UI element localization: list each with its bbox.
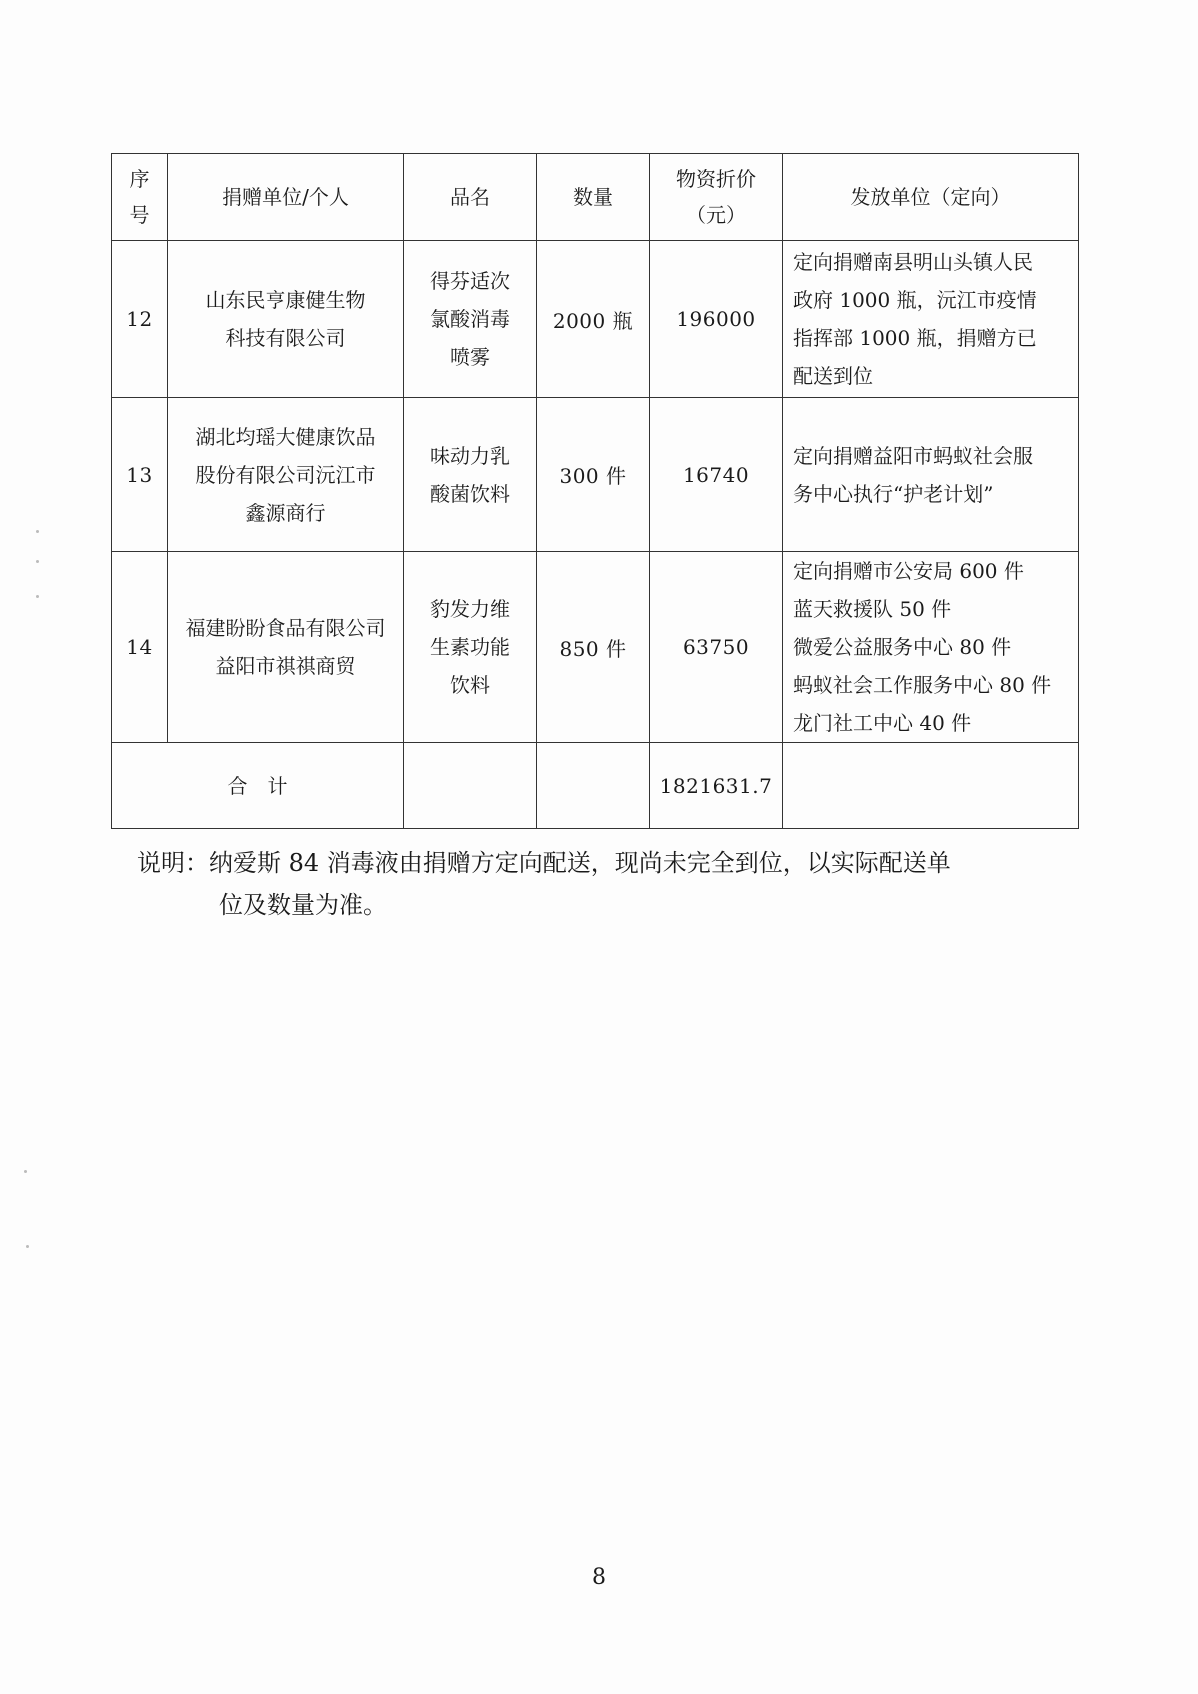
header-seq: 序 号 — [112, 154, 168, 241]
row-value: 16740 — [650, 398, 783, 552]
header-recipient: 发放单位（定向） — [783, 154, 1079, 241]
explanatory-note — [137, 842, 1077, 926]
row-donor: 山东民亨康健生物 科技有限公司 — [168, 241, 404, 398]
table-header-row — [112, 154, 1079, 241]
row-seq: 14 — [112, 552, 168, 743]
row-recipient: 定向捐赠南县明山头镇人民 政府 1000 瓶，沅江市疫情 指挥部 1000 瓶，捐赠方已 配送到位 — [783, 241, 1079, 398]
table-row — [112, 241, 1079, 398]
row-quantity: 300 件 — [537, 398, 650, 552]
scan-artifact — [36, 560, 39, 563]
donation-table — [111, 153, 1079, 829]
table-row — [112, 552, 1079, 743]
header-quantity: 数量 — [537, 154, 650, 241]
row-donor: 福建盼盼食品有限公司 益阳市祺祺商贸 — [168, 552, 404, 743]
header-donor: 捐赠单位/个人 — [168, 154, 404, 241]
row-quantity: 2000 瓶 — [537, 241, 650, 398]
total-value: 1821631.7 — [650, 743, 783, 829]
row-item: 味动力乳 酸菌饮料 — [404, 398, 537, 552]
row-item: 得芬适次 氯酸消毒 喷雾 — [404, 241, 537, 398]
scan-artifact — [26, 1245, 29, 1248]
table-row — [112, 398, 1079, 552]
header-item: 品名 — [404, 154, 537, 241]
row-quantity: 850 件 — [537, 552, 650, 743]
row-seq: 13 — [112, 398, 168, 552]
header-value: 物资折价 （元） — [650, 154, 783, 241]
row-recipient: 定向捐赠益阳市蚂蚁社会服 务中心执行“护老计划” — [783, 398, 1079, 552]
total-recipient-empty — [783, 743, 1079, 829]
row-donor: 湖北均瑶大健康饮品 股份有限公司沅江市 鑫源商行 — [168, 398, 404, 552]
note-line-1: 说明：纳爱斯 84 消毒液由捐赠方定向配送，现尚未完全到位，以实际配送单 — [137, 849, 951, 877]
table-total-row — [112, 743, 1079, 829]
page-number: 8 — [592, 1565, 606, 1590]
row-item: 豹发力维 生素功能 饮料 — [404, 552, 537, 743]
total-label: 合 计 — [112, 743, 404, 829]
row-recipient: 定向捐赠市公安局 600 件 蓝天救援队 50 件 微爱公益服务中心 80 件 蚂蚁社会工作服务中心 80 件 龙门社工中心 40 件 — [783, 552, 1079, 743]
total-item-empty — [404, 743, 537, 829]
row-value: 63750 — [650, 552, 783, 743]
row-seq: 12 — [112, 241, 168, 398]
note-line-2: 位及数量为准。 — [219, 891, 387, 919]
scan-artifact — [36, 595, 39, 598]
scan-artifact — [24, 1170, 27, 1173]
total-quantity-empty — [537, 743, 650, 829]
scan-artifact — [36, 530, 39, 533]
row-value: 196000 — [650, 241, 783, 398]
